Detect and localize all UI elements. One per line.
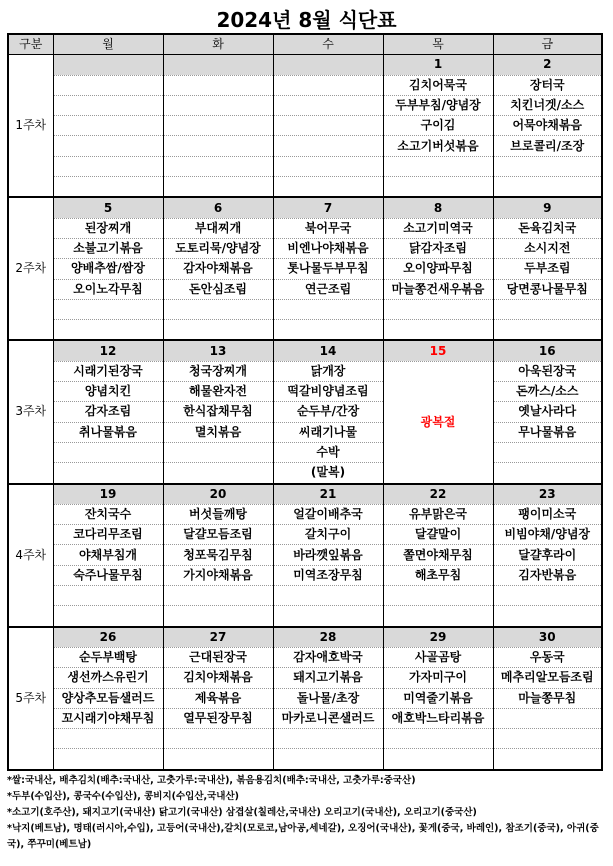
menu-cell: 사골곰탕 [383,647,493,667]
date-cell: 7 [273,197,383,218]
menu-cell [163,75,273,95]
menu-cell: 생선까스유린기 [53,668,163,688]
menu-cell: 한식잡채무침 [163,402,273,422]
menu-cell: 옛날사라다 [493,402,602,422]
menu-cell [493,708,602,728]
menu-cell: 김치야채볶음 [163,668,273,688]
date-cell [163,55,273,75]
menu-cell: 북어무국 [273,218,383,238]
menu-cell [163,749,273,770]
day-header-row [8,34,602,55]
menu-cell [493,729,602,749]
menu-cell: 돼지고기볶음 [273,668,383,688]
date-cell [273,55,383,75]
menu-cell: 미역줄기볶음 [383,688,493,708]
menu-cell [53,177,163,198]
menu-cell [383,749,493,770]
menu-cell: 멸치볶음 [163,422,273,442]
menu-cell [383,320,493,341]
date-cell: 20 [163,484,273,505]
menu-cell: 부대찌개 [163,218,273,238]
menu-row [8,259,602,279]
menu-row [8,565,602,585]
menu-row [8,177,602,198]
menu-cell: 쫄면야채무침 [383,545,493,565]
date-cell: 12 [53,340,163,361]
menu-cell [53,75,163,95]
menu-cell: 열무된장무침 [163,708,273,728]
menu-cell [53,156,163,176]
date-cell: 2 [493,55,602,75]
menu-cell: 감자야채볶음 [163,259,273,279]
menu-row [8,382,602,402]
menu-cell: 유부맑은국 [383,504,493,524]
menu-cell [163,586,273,606]
menu-cell: 숙주나물무침 [53,565,163,585]
menu-table [7,33,603,771]
menu-cell [163,136,273,156]
menu-cell [53,320,163,341]
menu-cell: 무나물볶음 [493,422,602,442]
menu-cell [53,95,163,115]
menu-cell: 김자반볶음 [493,565,602,585]
menu-cell [273,729,383,749]
week-label: 1주차 [8,55,53,198]
menu-cell: 순두부/간장 [273,402,383,422]
menu-cell [273,586,383,606]
menu-cell: 마늘쫑건새우볶음 [383,279,493,299]
menu-cell: 두부부침/양념장 [383,95,493,115]
week-label: 2주차 [8,197,53,340]
menu-cell: 양배추쌈/쌈장 [53,259,163,279]
menu-cell [163,95,273,115]
menu-cell: 우동국 [493,647,602,667]
menu-cell [493,586,602,606]
holiday-cell: 광복절 [383,361,493,483]
date-row [8,484,602,505]
date-cell: 16 [493,340,602,361]
menu-cell: 닭감자조림 [383,238,493,258]
menu-row [8,95,602,115]
date-cell: 22 [383,484,493,505]
note-line: *두부(수입산), 콩국수(수입산), 콩비지(수입산,국내산) [7,791,240,802]
menu-row [8,688,602,708]
menu-row [8,402,602,422]
menu-cell: 닭개장 [273,361,383,381]
date-cell: 19 [53,484,163,505]
menu-cell: 근대된장국 [163,647,273,667]
menu-cell [383,606,493,627]
date-cell: 5 [53,197,163,218]
day-header-thu: 목 [383,34,493,55]
menu-cell [163,606,273,627]
menu-row [8,606,602,627]
menu-cell [53,136,163,156]
day-header-tue: 화 [163,34,273,55]
menu-cell [383,177,493,198]
menu-cell: 소고기버섯볶음 [383,136,493,156]
menu-cell: 잔치국수 [53,504,163,524]
date-cell: 9 [493,197,602,218]
date-cell: 26 [53,627,163,648]
menu-cell [53,299,163,319]
menu-cell: 돌나물/초장 [273,688,383,708]
menu-cell [273,75,383,95]
page-title: 2024년 8월 식단표 [216,8,397,32]
menu-cell [163,156,273,176]
menu-row [8,422,602,442]
menu-cell: 해초무침 [383,565,493,585]
menu-cell [383,586,493,606]
menu-cell: 달걀말이 [383,525,493,545]
menu-cell [383,299,493,319]
menu-row [8,749,602,770]
menu-cell [493,156,602,176]
menu-cell: 코다리무조림 [53,525,163,545]
menu-cell: 오이양파무침 [383,259,493,279]
day-header-mon: 월 [53,34,163,55]
menu-cell: 가지야채볶음 [163,565,273,585]
menu-cell: 바라깻잎볶음 [273,545,383,565]
menu-cell [273,177,383,198]
menu-cell: 얼갈이배추국 [273,504,383,524]
menu-cell: 꼬시래기야채무침 [53,708,163,728]
menu-cell: 장터국 [493,75,602,95]
menu-cell [273,116,383,136]
date-cell: 13 [163,340,273,361]
menu-cell: 버섯들깨탕 [163,504,273,524]
menu-cell: 구이김 [383,116,493,136]
menu-cell [273,95,383,115]
date-row [8,197,602,218]
menu-row [8,279,602,299]
menu-row [8,545,602,565]
menu-cell [493,177,602,198]
menu-row [8,218,602,238]
menu-cell: 비빔야채/양념장 [493,525,602,545]
menu-cell: 비엔나야채볶음 [273,238,383,258]
menu-row [8,525,602,545]
menu-cell: 오이노각무침 [53,279,163,299]
menu-cell: 소시지전 [493,238,602,258]
menu-cell: 두부조림 [493,259,602,279]
menu-cell [493,606,602,627]
menu-cell [163,463,273,484]
menu-row [8,116,602,136]
menu-cell: 도토리묵/양념장 [163,238,273,258]
menu-cell [53,586,163,606]
menu-cell [273,320,383,341]
menu-cell [273,299,383,319]
menu-cell: 청국장찌개 [163,361,273,381]
menu-row [8,668,602,688]
day-header-fri: 금 [493,34,602,55]
menu-cell: 감자애호박국 [273,647,383,667]
menu-cell [163,299,273,319]
menu-row [8,136,602,156]
week-label: 3주차 [8,340,53,483]
menu-cell [273,156,383,176]
menu-cell: 해물완자전 [163,382,273,402]
date-cell: 23 [493,484,602,505]
menu-cell: 된장찌개 [53,218,163,238]
menu-cell: 연근조림 [273,279,383,299]
menu-cell [493,463,602,484]
menu-row [8,647,602,667]
menu-cell: 야채부침개 [53,545,163,565]
date-cell: 30 [493,627,602,648]
menu-cell [53,116,163,136]
date-cell: 14 [273,340,383,361]
menu-cell: 미역조장무침 [273,565,383,585]
menu-cell: (말복) [273,463,383,484]
menu-cell: 소불고기볶음 [53,238,163,258]
date-row [8,627,602,648]
menu-cell: 당면콩나물무침 [493,279,602,299]
week-label: 5주차 [8,627,53,770]
note-line: *낙지(베트남), 명태(러시아,수입), 고등어(국내산),갈치(모로코,남아공,세네갈), 오징어(국내산), 꽃게(중국, 바레인), 참조기(중국), 아귀(중국), 쭈꾸미(베트남) [7,823,599,850]
menu-cell [53,606,163,627]
menu-cell [493,442,602,462]
menu-cell [493,299,602,319]
menu-row [8,586,602,606]
menu-row [8,320,602,341]
menu-cell [493,320,602,341]
menu-cell [273,136,383,156]
menu-cell [163,177,273,198]
week-label: 4주차 [8,484,53,627]
menu-row [8,299,602,319]
note-line: *소고기(호주산), 돼지고기(국내산) 닭고기(국내산) 삼겹살(칠레산,국내산) 오리고기(국내산), 오리고기(중국산) [7,807,477,818]
menu-cell: 아욱된장국 [493,361,602,381]
menu-cell [53,729,163,749]
menu-cell: 씨래기나물 [273,422,383,442]
menu-cell: 청포묵김무침 [163,545,273,565]
day-header-wed: 수 [273,34,383,55]
menu-cell [163,442,273,462]
menu-cell [273,749,383,770]
menu-row [8,361,602,381]
date-cell: 29 [383,627,493,648]
menu-cell: 달걀후라이 [493,545,602,565]
menu-cell: 마카로니콘샐러드 [273,708,383,728]
menu-cell: 김치어묵국 [383,75,493,95]
menu-cell: 양상추모듬샐러드 [53,688,163,708]
menu-cell: 시래기된장국 [53,361,163,381]
menu-cell: 순두부백탕 [53,647,163,667]
menu-cell: 브로콜리/조장 [493,136,602,156]
menu-cell: 달걀모듬조림 [163,525,273,545]
menu-cell: 소고기미역국 [383,218,493,238]
menu-row [8,708,602,728]
menu-row [8,75,602,95]
menu-cell: 마늘쫑무침 [493,688,602,708]
menu-cell: 제육볶음 [163,688,273,708]
menu-cell [383,729,493,749]
menu-row [8,238,602,258]
menu-cell: 돈까스/소스 [493,382,602,402]
menu-cell: 양념치킨 [53,382,163,402]
menu-cell [163,729,273,749]
date-cell [53,55,163,75]
menu-cell [163,116,273,136]
date-cell: 28 [273,627,383,648]
menu-cell [273,606,383,627]
menu-cell: 어묵야채볶음 [493,116,602,136]
date-cell: 8 [383,197,493,218]
date-cell: 6 [163,197,273,218]
menu-cell: 팽이미소국 [493,504,602,524]
menu-cell: 톳나물두부무침 [273,259,383,279]
menu-cell: 떡갈비양념조림 [273,382,383,402]
menu-cell: 감자조림 [53,402,163,422]
menu-cell: 가자미구이 [383,668,493,688]
menu-row [8,463,602,484]
menu-row [8,504,602,524]
note-line: *쌀:국내산, 배추김치(배추:국내산, 고춧가루:국내산), 볶음용김치(배추:국내산, 고춧가루:중국산) [7,775,416,786]
origin-notes [7,773,607,853]
date-row [8,340,602,361]
menu-cell [163,320,273,341]
menu-cell [53,749,163,770]
date-row [8,55,602,75]
date-cell: 1 [383,55,493,75]
date-cell: 21 [273,484,383,505]
menu-cell [493,749,602,770]
menu-cell: 갈치구이 [273,525,383,545]
date-cell: 27 [163,627,273,648]
menu-cell [53,463,163,484]
menu-cell: 돈안심조림 [163,279,273,299]
menu-cell: 취나물볶음 [53,422,163,442]
menu-row [8,156,602,176]
menu-cell: 메추리알모듬조림 [493,668,602,688]
menu-cell: 돈육김치국 [493,218,602,238]
menu-cell: 애호박느타리볶음 [383,708,493,728]
menu-cell: 수박 [273,442,383,462]
menu-row [8,729,602,749]
gubun-header: 구분 [8,34,53,55]
menu-cell [53,442,163,462]
menu-cell: 치킨너겟/소스 [493,95,602,115]
menu-row [8,442,602,462]
date-cell: 15 [383,340,493,361]
menu-cell [383,156,493,176]
